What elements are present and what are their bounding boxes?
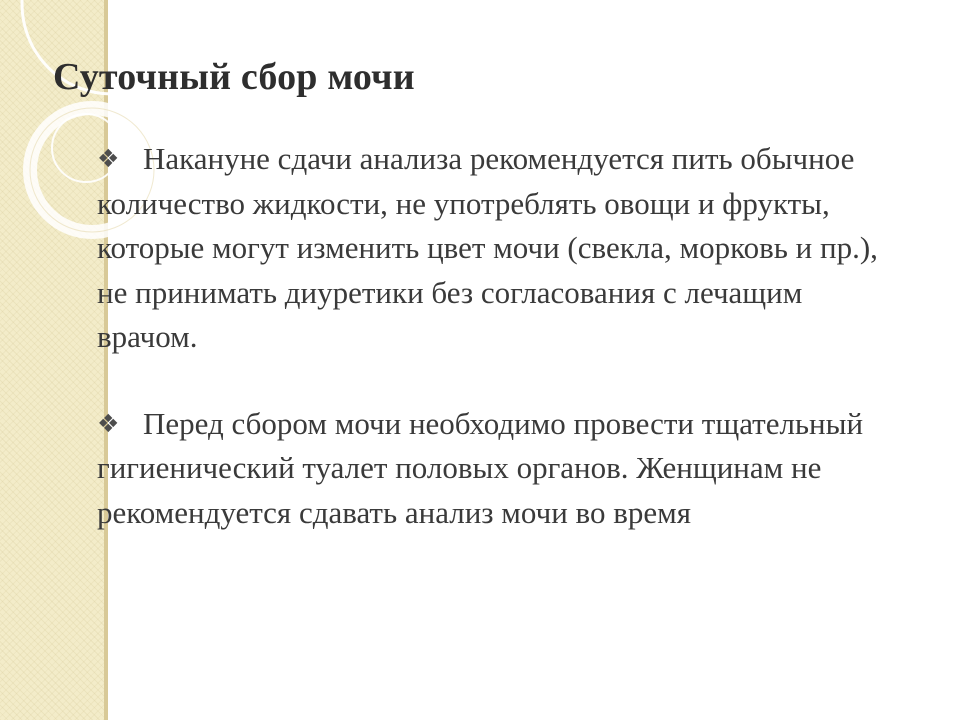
diamond-bullet-icon: ❖ (97, 144, 120, 173)
list-item-text: Накануне сдачи анализа рекомендуется пить обычное количество жидкости, не употреблять овощи и фрукты, которые могут изменить цвет мочи (свекла, морковь и пр.), не принимать диуретики без согласования с лечащим врачом. (97, 141, 878, 354)
list-item-text: Перед сбором мочи необходимо провести тщательный гигиенический туалет половых органов. Женщинам не рекомендуется сдавать анализ мочи во время (97, 405, 864, 530)
slide-title: Суточный сбор мочи (53, 56, 415, 98)
bullet-list (97, 137, 887, 535)
list-item (97, 402, 887, 536)
diamond-bullet-icon: ❖ (97, 408, 120, 438)
list-item (97, 137, 887, 360)
